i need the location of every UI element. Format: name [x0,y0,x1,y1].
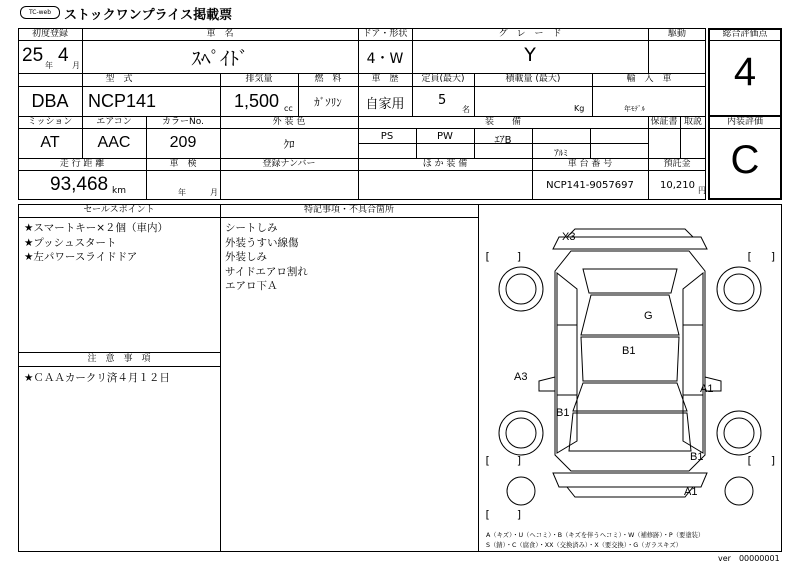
bracket-open: [ [484,508,491,521]
import-note: 年ﾓﾃﾞﾙ [624,105,645,113]
mission-value: AT [40,134,60,151]
chassis-label: 車 台 番 号 [567,159,613,169]
equipment-item: ｴｱB [494,135,512,146]
car-name-label: 車 名 [206,29,234,39]
color-no-value: 209 [169,134,197,151]
interior-rating-label: 内装評価 [726,117,763,127]
damage-mark-left-lower: B1 [556,407,570,419]
fuel-value: ｶﾞｿﾘﾝ [314,96,342,109]
bracket-close: ] [770,454,777,467]
displacement-unit: cc [284,104,293,113]
mileage-label: 走 行 距 離 [59,159,105,169]
bracket-close: ] [516,508,523,521]
list-item: サイドエアロ割れ [225,265,308,278]
history-value: 自家用 [365,97,405,112]
overall-rating-value: 4 [733,50,757,94]
fuel-label: 燃 料 [314,74,342,84]
month-unit: 月 [72,61,80,70]
chassis-value: NCP141-9057697 [546,180,634,191]
model-code: NCP141 [88,91,157,111]
bracket-open: [ [484,250,491,263]
bracket-close: ] [516,250,523,263]
model-label: 型 式 [105,74,133,84]
first-reg-month: 4 [58,45,69,66]
interior-rating-value: C [730,138,760,182]
bracket-open: [ [484,454,491,467]
list-item: ★プッシュスタート [24,236,117,249]
sales-points-label: セールスポイント [83,205,155,215]
grade-label: グ レ ー ド [498,29,562,39]
exterior-color-label: 外 装 色 [272,117,306,127]
door-shape-label: ドア・形状 [362,29,408,39]
car-name-value: ｽﾍﾟｲﾄﾞ [191,48,249,70]
import-label: 輸 入 車 [626,74,672,84]
capacity-unit: 名 [462,105,470,114]
model-prefix: DBA [31,91,69,111]
door-shape-value: 4・W [366,51,404,67]
logo: TC-web [20,6,60,19]
color-no-label: カラーNo. [162,117,204,127]
exterior-color-value: ｸﾛ [283,138,295,151]
bracket-open: [ [746,250,753,263]
equipment-item: PS [380,131,394,142]
damage-mark-rear: X3 [562,231,576,243]
first-reg-year: 25 [22,45,44,66]
deposit-value: 10,210 [660,180,695,191]
damage-mark-left-side: A3 [514,371,528,383]
load-label: 積載量 (最大) [505,74,561,84]
deposit-label: 預託金 [663,159,691,169]
damage-mark-center: B1 [622,345,636,357]
load-unit: Kg [574,104,585,113]
list-item: ★左パワースライドドア [24,251,138,263]
version-text: ver 00000001 [718,554,780,563]
overall-rating-label: 総合評価点 [722,29,768,39]
equipment-item: PW [437,131,453,142]
inspection-year-unit: 年 [178,188,186,197]
damage-mark-right-side: A1 [700,383,714,395]
mission-label: ミッション [27,117,73,127]
aircon-label: エアコン [96,117,132,127]
caution-label: 注 意 事 項 [87,354,151,364]
legend-line-1: A（キズ）・U（ヘコミ）・B（キズを伴うヘコミ）・W（補修跡）・P（要塗装） [486,532,705,539]
other-equipment-label: ほ か 装 備 [422,159,468,169]
history-label: 車 歴 [371,74,399,84]
notes-label: 特記事項・不具合箇所 [303,205,394,215]
capacity-value: 5 [438,93,447,108]
first-reg-label: 初度登録 [31,29,68,39]
bracket-open: [ [746,454,753,467]
damage-mark-roof: G [644,310,653,322]
caution-list [24,371,170,386]
deposit-unit: 円 [698,186,706,195]
year-unit: 年 [45,61,53,70]
aircon-value: AAC [97,134,131,151]
list-item: 外装うすい線傷 [225,236,299,249]
legend-line-2: S（錆）・C（腐食）・XX（交換済み）・X（要交換）・G（ガラスキズ） [486,542,682,549]
equipment-label: 装 備 [484,117,521,127]
list-item: ★ＣＡＡカークリ済４月１２日 [24,372,170,384]
mileage-value: 93,468 [50,174,109,195]
notes-list [225,221,308,294]
list-item: エアロ下Ａ [225,280,278,292]
grade-value: Y [524,44,536,66]
plate-label: 登録ナンバー [262,159,316,169]
inspection-month-unit: 月 [210,188,218,197]
capacity-label: 定員(最大) [421,74,465,84]
drive-label: 駆動 [667,29,686,39]
form-title: ストックワンプライス掲載票 [64,8,233,23]
bracket-close: ] [516,454,523,467]
displacement-value: 1,500 [234,91,280,111]
equipment-item: ｱﾙﾐ [554,149,568,159]
manual-label: 取説 [683,117,702,127]
car-diagram [479,205,781,527]
damage-mark-front: A1 [684,486,698,498]
sales-points-list [24,221,168,265]
list-item: 外装しみ [225,251,267,263]
mileage-unit: km [112,186,126,196]
inspection-label: 車 検 [169,159,197,169]
list-item: ★スマートキー×２個（車内） [24,222,169,234]
displacement-label: 排気量 [245,74,273,84]
damage-mark-right-lower: B1 [690,451,704,463]
list-item: シートしみ [225,222,278,234]
bracket-close: ] [770,250,777,263]
warranty-label: 保証書 [650,117,678,127]
